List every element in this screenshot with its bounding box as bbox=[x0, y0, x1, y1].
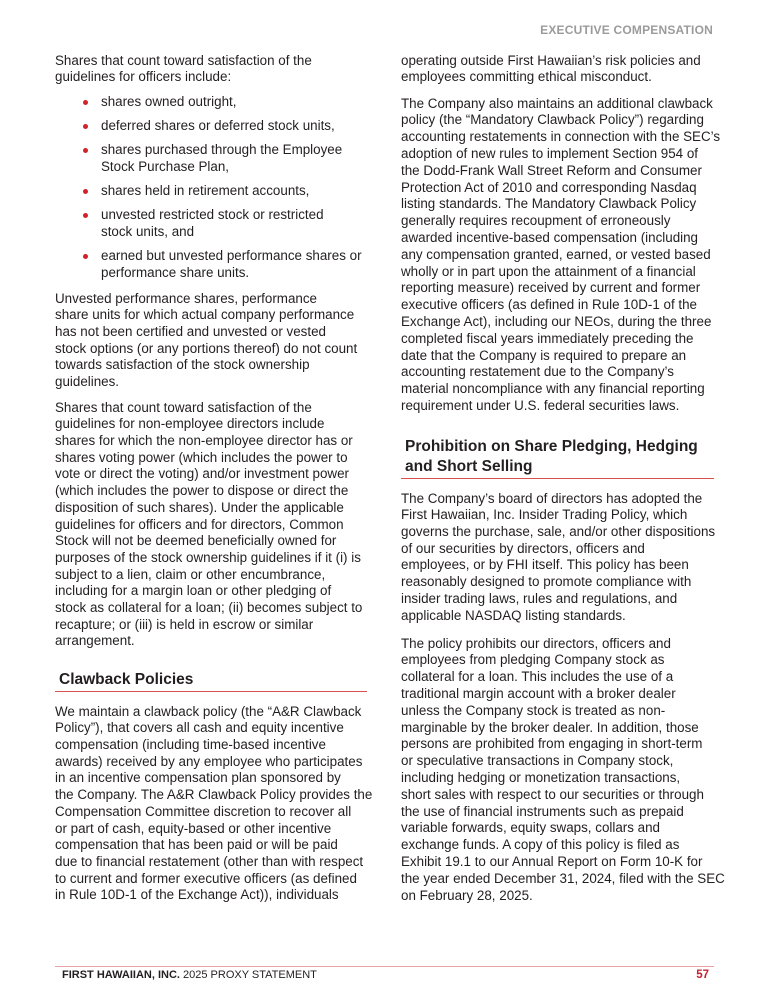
text-line: marginable by the broker dealer. In addition, those bbox=[401, 719, 699, 735]
paragraph-director-guidelines bbox=[55, 400, 362, 651]
text-line: stock options (or any portions thereof) do not count bbox=[55, 340, 358, 356]
text-line: towards satisfaction of the stock ownership bbox=[55, 357, 310, 373]
bullet-list-container bbox=[55, 94, 362, 290]
text-line: material noncompliance with any financial reporting bbox=[401, 381, 705, 397]
paragraph-unvested-shares bbox=[55, 291, 357, 391]
bullet-item bbox=[55, 94, 362, 111]
section-header: EXECUTIVE COMPENSATION bbox=[540, 23, 713, 37]
footer-rule bbox=[55, 966, 714, 967]
text-line: arrangement. bbox=[55, 633, 135, 649]
text-line: disposition of such shares). Under the applicable bbox=[55, 499, 344, 515]
text-line: including hedging or monetization transactions, bbox=[401, 769, 681, 785]
text-line: to current and former executive officers (as defined bbox=[55, 870, 357, 886]
text-line: Exchange Act), including our NEOs, during the three bbox=[401, 313, 712, 329]
bullet-text bbox=[101, 118, 362, 135]
text-line: employees committing ethical misconduct. bbox=[401, 69, 652, 85]
text-line: any compensation granted, earned, or vested based bbox=[401, 246, 711, 262]
text-line: due to financial restatement (other than with respect bbox=[55, 853, 364, 869]
text-line: in an incentive compensation plan sponsored by bbox=[55, 770, 341, 786]
text-line: operating outside First Hawaiian’s risk policies and bbox=[401, 52, 701, 68]
text-line: shares voting power (which includes the power to bbox=[55, 449, 348, 465]
text-line: performance share units. bbox=[101, 265, 250, 281]
text-line: share units for which actual company performance bbox=[55, 307, 355, 323]
bullet-text bbox=[101, 207, 362, 240]
text-line: Shares that count toward satisfaction of the bbox=[55, 52, 312, 68]
text-line: including for a margin loan or other pledging of bbox=[55, 583, 332, 599]
text-line: The policy prohibits our directors, officers and bbox=[401, 635, 671, 651]
text-line: employees, or by FHI itself. This policy has been bbox=[401, 557, 689, 573]
bullet-item bbox=[55, 248, 362, 281]
text-line: the Company. The A&R Clawback Policy provides the bbox=[55, 787, 373, 803]
text-line: purposes of the stock ownership guidelines if it (i) is bbox=[55, 549, 361, 565]
text-line: unvested restricted stock or restricted bbox=[101, 207, 324, 223]
text-line: Protection Act of 2010 and corresponding Nasdaq bbox=[401, 179, 697, 195]
text-line: shares held in retirement accounts, bbox=[101, 183, 310, 199]
bullet-item bbox=[55, 183, 362, 200]
text-line: reasonably designed to promote compliance with bbox=[401, 574, 692, 590]
text-line: The Company also maintains an additional clawback bbox=[401, 95, 713, 111]
text-line: Unvested performance shares, performance bbox=[55, 290, 317, 306]
bullet-dot bbox=[83, 213, 88, 218]
text-line: date that the Company is required to prepare an bbox=[401, 347, 687, 363]
text-line: generally requires recoupment of erroneously bbox=[401, 213, 671, 229]
bullet-text bbox=[101, 248, 362, 281]
paragraph-clawback-continued bbox=[401, 53, 701, 86]
text-line: We maintain a clawback policy (the “A&R Clawback bbox=[55, 703, 362, 719]
bullet-text bbox=[101, 94, 362, 111]
text-line: employees from pledging Company stock as bbox=[401, 652, 665, 668]
text-line: awards) received by any employee who participates bbox=[55, 753, 363, 769]
text-line: guidelines. bbox=[55, 374, 120, 390]
bullet-text bbox=[101, 142, 362, 175]
text-line: on February 28, 2025. bbox=[401, 887, 533, 903]
text-line: the use of financial instruments such as prepaid bbox=[401, 803, 684, 819]
text-line: governs the purchase, sale, and/or other dispositions bbox=[401, 524, 716, 539]
section-heading-pledging-hedging bbox=[401, 437, 714, 479]
page-number: 57 bbox=[696, 969, 709, 981]
page-footer bbox=[62, 968, 317, 982]
text-line: collateral for a loan. This includes the use of a bbox=[401, 669, 674, 685]
text-line: accounting restatement due to the Company’s bbox=[401, 364, 674, 380]
text-line: (which includes the power to dispose or direct the bbox=[55, 483, 349, 499]
bullet-dot bbox=[83, 148, 88, 153]
text-line: the Dodd-Frank Wall Street Reform and Consumer bbox=[401, 162, 702, 178]
text-line: stock as collateral for a loan; (ii) becomes subject to bbox=[55, 600, 363, 616]
text-line: executive officers (as defined in Rule 10D-1 of the bbox=[401, 297, 697, 313]
text-line: persons are prohibited from engaging in short-term bbox=[401, 736, 703, 752]
text-line: guidelines for non-employee directors include bbox=[55, 416, 325, 432]
text-line: has not been certified and unvested or vested bbox=[55, 324, 326, 339]
text-line: or part of cash, equity-based or other incentive bbox=[55, 820, 332, 836]
text-line: short sales with respect to our securities or through bbox=[401, 786, 704, 802]
text-line: stock units, and bbox=[101, 224, 195, 240]
text-line: unless the Company stock is treated as non- bbox=[401, 702, 666, 718]
text-line: listing standards. The Mandatory Clawback Policy bbox=[401, 196, 697, 212]
footer-company: FIRST HAWAIIAN, INC. bbox=[62, 969, 180, 981]
paragraph-ar-clawback bbox=[55, 704, 372, 904]
bullet-item bbox=[55, 118, 362, 135]
bullet-item bbox=[55, 142, 362, 175]
bullet-dot bbox=[83, 124, 88, 129]
text-line: Prohibition on Share Pledging, Hedging bbox=[405, 438, 698, 455]
paragraph-officer-guidelines bbox=[55, 53, 312, 86]
bullet-text bbox=[101, 183, 362, 200]
text-line: of our securities by directors, officers and bbox=[401, 540, 645, 556]
section-heading-clawback: Clawback Policies bbox=[55, 670, 367, 692]
text-line: completed fiscal years immediately preceding the bbox=[401, 330, 694, 346]
text-line: awarded incentive-based compensation (including bbox=[401, 229, 699, 245]
text-line: First Hawaiian, Inc. Insider Trading Policy, which bbox=[401, 507, 688, 523]
text-line: traditional margin account with a broker dealer bbox=[401, 685, 676, 701]
text-line: variable forwards, equity swaps, collars and bbox=[401, 820, 661, 836]
text-line: or speculative transactions in Company stock, bbox=[401, 753, 674, 769]
text-line: compensation that has been paid or will be paid bbox=[55, 837, 338, 853]
text-line: in Rule 10D-1 of the Exchange Act)), individuals bbox=[55, 887, 339, 903]
text-line: wholly or in part upon the attainment of a financial bbox=[401, 263, 696, 279]
text-line: shares for which the non-employee director has or bbox=[55, 433, 353, 448]
text-line: compensation (including time-based incentive bbox=[55, 737, 326, 752]
text-line: Exhibit 19.1 to our Annual Report on Form 10-K for bbox=[401, 853, 703, 869]
text-line: deferred shares or deferred stock units, bbox=[101, 117, 335, 133]
text-line: accounting restatements in connection with the SEC’s bbox=[401, 129, 721, 145]
text-line: Stock Purchase Plan, bbox=[101, 158, 230, 174]
text-line: shares purchased through the Employee bbox=[101, 142, 343, 158]
paragraph-mandatory-clawback bbox=[401, 96, 720, 415]
text-line: Policy”), that covers all cash and equity incentive bbox=[55, 720, 344, 736]
bullet-item bbox=[55, 207, 362, 240]
text-line: The Company’s board of directors has adopted the bbox=[401, 490, 703, 506]
text-line: adoption of new rules to implement Section 954 of bbox=[401, 145, 699, 161]
text-line: Compensation Committee discretion to recover all bbox=[55, 803, 352, 819]
text-line: guidelines for officers include: bbox=[55, 69, 232, 85]
text-line: insider trading laws, rules and regulations, and bbox=[401, 590, 678, 606]
text-line: applicable NASDAQ listing standards. bbox=[401, 607, 626, 623]
text-line: reporting measure) received by current and former bbox=[401, 280, 701, 296]
text-line: recapture; or (iii) is held in escrow or similar bbox=[55, 616, 314, 632]
paragraph-insider-trading-policy bbox=[401, 491, 715, 625]
text-line: vote or direct the voting) and/or investment power bbox=[55, 466, 349, 482]
text-line: policy (the “Mandatory Clawback Policy”) regarding bbox=[401, 112, 704, 128]
text-line: subject to a lien, claim or other encumbrance, bbox=[55, 566, 326, 582]
text-line: earned but unvested performance shares or bbox=[101, 248, 362, 264]
footer-document-title: 2025 PROXY STATEMENT bbox=[183, 969, 317, 981]
text-line: shares owned outright, bbox=[101, 93, 237, 109]
text-line: guidelines for officers and for directors, Common bbox=[55, 516, 344, 532]
bullet-list bbox=[55, 94, 362, 282]
bullet-dot bbox=[83, 254, 88, 259]
text-line: requirement under U.S. federal securities laws. bbox=[401, 397, 680, 413]
paragraph-pledging-prohibition bbox=[401, 636, 725, 905]
text-line: the year ended December 31, 2024, filed with the SEC bbox=[401, 870, 725, 886]
text-line: Shares that count toward satisfaction of the bbox=[55, 399, 312, 415]
bullet-dot bbox=[83, 100, 88, 105]
text-line: and Short Selling bbox=[405, 458, 533, 475]
bullet-dot bbox=[83, 189, 88, 194]
text-line: exchange funds. A copy of this policy is filed as bbox=[401, 837, 680, 853]
text-line: Stock will not be deemed beneficially owned for bbox=[55, 533, 337, 549]
